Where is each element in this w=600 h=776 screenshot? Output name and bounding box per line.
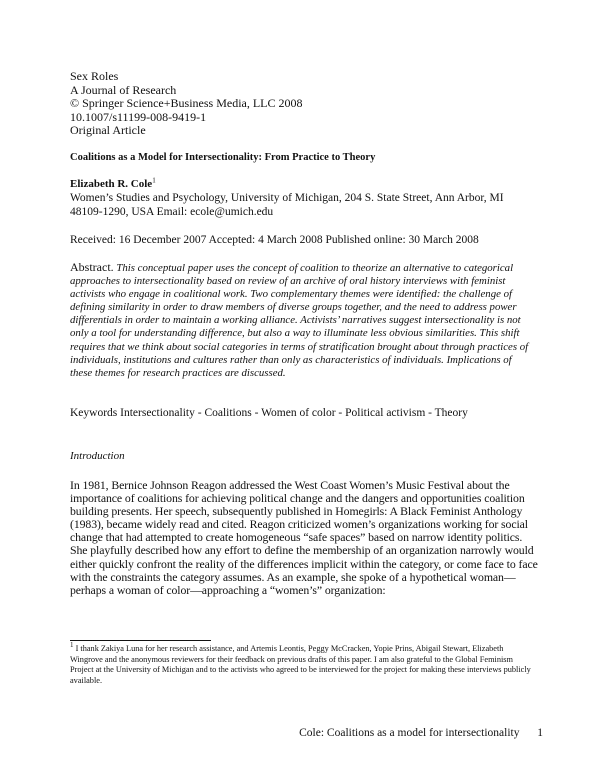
introduction-paragraph: In 1981, Bernice Johnson Reagon addressed the West Coast Women’s Music Festival about the importance of coalitions for achieving political change and the dangers and opportunities coalition building presents. Her speech, subsequently published in Homegirls: A Black Feminist Anthology (1983), became widely read and cited. Reagon criticized women’s organizations working for social change that had attempted to create homogeneous “safe spaces” based on narrow identity politics. She playfully described how any effort to define the membership of an organization narrowly would either quickly confront the reality of the differences implicit within the category, or come face to face with the constraints the category assumes. As an example, she spoke of a hypothetical woman—perhaps a woman of color—approaching a “women’s” organization: [70,478,538,597]
running-head: Cole: Coalitions as a model for intersectionality [299,727,520,739]
abstract-text: This conceptual paper uses the concept of coalition to theorize an alternative to categorical approaches to intersectionality based on review of an archive of oral history interviews with feminist activists who engage in coalitional work. Two complementary themes were identified: the challenge of defining similarity in order to draw members of diverse groups together, and the need to address power differentials in order to maintain a working alliance. Activists’ narratives suggest intersectionality is not only a tool for understanding difference, but also a way to illuminate less obvious similarities. This shift requires that we think about social categories in terms of stratification brought about through practices of individuals, institutions and cultures rather than only as characteristics of individuals. Implications of these themes for research practices are discussed. [70,262,529,379]
keywords: Keywords Intersectionality - Coalitions - Women of color - Political activism - Theory [70,407,468,419]
author-name: Elizabeth R. Cole [70,178,153,190]
author-line [70,178,156,190]
doi: 10.1007/s11199-008-9419-1 [70,109,207,124]
journal-header [70,70,530,138]
footnote-mark: 1 [70,641,74,650]
footnote-text: I thank Zakiya Luna for her research assistance, and Artemis Leontis, Peggy McCracken, Yopie Prins, Abigail Stewart, Elizabeth Wingrove and the anonymous reviewers for their feedback on previous drafts of this paper. I am also grateful to the Global Feminism Project at the University of Michigan and to the activists who agreed to be interviewed for the project for making these interviews publicly available. [70,644,531,685]
footnote [70,641,532,686]
page-footer [298,727,543,741]
affiliation: Women’s Studies and Psychology, University of Michigan, 204 S. State Street, Ann Arbor, MI 48109-1290, USA Email: ecole@umich.edu [70,192,504,218]
journal-subtitle: A Journal of Research [70,82,177,97]
abstract-label: Abstract. [70,260,114,274]
article-type: Original Article [70,123,146,137]
section-heading-introduction: Introduction [70,450,125,462]
article-title: Coalitions as a Model for Intersectionality: From Practice to Theory [70,152,376,163]
abstract [70,261,532,380]
footnote-divider [70,640,211,641]
author-footnote-mark: 1 [152,176,156,185]
copyright: © Springer Science+Business Media, LLC 2008 [70,96,303,110]
article-dates: Received: 16 December 2007 Accepted: 4 March 2008 Published online: 30 March 2008 [70,234,479,246]
page-number: 1 [537,727,543,739]
journal-name: Sex Roles [70,69,119,83]
